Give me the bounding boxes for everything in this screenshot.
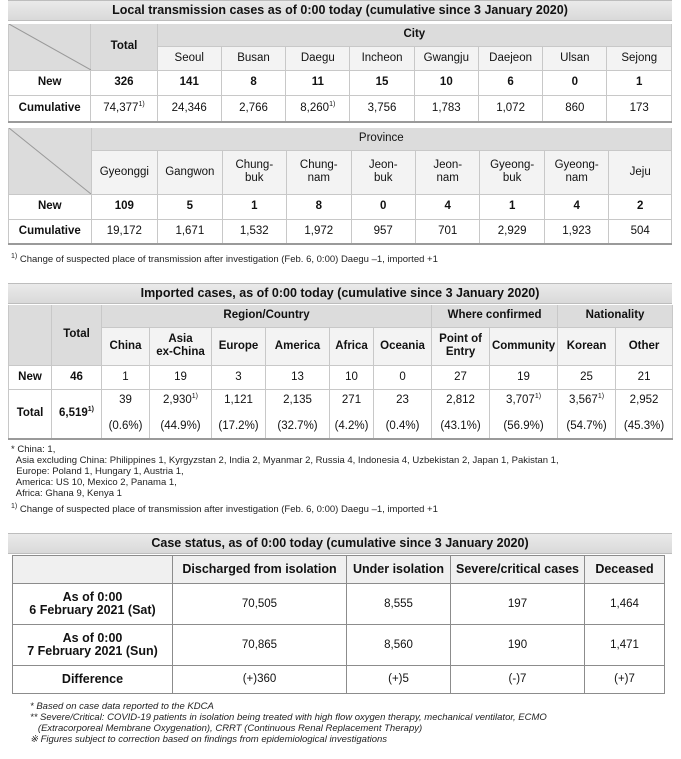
- city-new-value: 141: [157, 70, 221, 95]
- province-new-value: 1: [480, 194, 544, 219]
- city-header: City: [157, 24, 671, 46]
- province-cum-value: 2,929: [480, 219, 544, 244]
- city-cum-value: 860: [543, 95, 607, 122]
- diagonal-line: [9, 128, 91, 194]
- col-china: China: [102, 327, 150, 365]
- difference-value: (-)7: [451, 666, 585, 694]
- col-asia-ex-china: Asia ex-China: [150, 327, 212, 365]
- new-value: 13: [266, 365, 330, 389]
- total-value: 23 (0.4%): [374, 389, 432, 439]
- province-header: Province: [91, 128, 671, 150]
- row-label-feb7: As of 0:00 7 February 2021 (Sun): [13, 625, 173, 666]
- note-line: ※ Figures subject to correction based on findings from epidemiological investigations: [30, 734, 388, 745]
- new-value: 27: [432, 365, 490, 389]
- city-name: Seoul: [157, 46, 221, 70]
- new-value: 10: [330, 365, 374, 389]
- diagonal-line: [9, 24, 91, 70]
- row-label-total: Total: [9, 389, 52, 439]
- new-value: 3: [212, 365, 266, 389]
- row-label-difference: Difference: [13, 666, 173, 694]
- note-line: * Based on case data reported to the KDCA: [30, 701, 214, 712]
- city-cum-value: 173: [607, 95, 672, 122]
- case-status-title: Case status, as of 0:00 today (cumulative since 3 January 2020): [8, 533, 672, 554]
- province-cum-value: 504: [609, 219, 672, 244]
- province-new-value: 5: [158, 194, 222, 219]
- difference-value: (+)360: [173, 666, 347, 694]
- province-new-value: 0: [351, 194, 415, 219]
- percent-value: (0.6%): [108, 420, 143, 433]
- local-transmission-table: [8, 24, 672, 123]
- city-new-value: 1: [607, 70, 672, 95]
- cumulative-total: [91, 95, 157, 122]
- local-footnote: $^{1)}$ Change of suspected place of transmission after investigation (Feb. 6, 0:00) Daegu –1, imported +1: [11, 252, 438, 265]
- deceased-value: 1,471: [585, 625, 665, 666]
- percent-value: (0.4%): [385, 420, 420, 433]
- local-transmission-title: Local transmission cases as of 0:00 today (cumulative since 3 January 2020): [8, 0, 672, 21]
- severe-value: 190: [451, 625, 585, 666]
- province-new-value: 4: [415, 194, 479, 219]
- isolation-value: 8,555: [347, 584, 451, 625]
- percent-value: (56.9%): [503, 420, 544, 433]
- city-cum-value: 1,072: [478, 95, 542, 122]
- percent-value: (4.2%): [334, 420, 369, 433]
- province-cum-value: 1,532: [222, 219, 286, 244]
- case-status-table: [12, 555, 665, 694]
- deceased-value: 1,464: [585, 584, 665, 625]
- imported-cases-title: Imported cases, as of 0:00 today (cumulative since 3 January 2020): [8, 283, 672, 304]
- new-value: 25: [558, 365, 616, 389]
- city-new-value: 10: [414, 70, 478, 95]
- note-line: Europe: Poland 1, Hungary 1, Austria 1,: [11, 466, 184, 477]
- corner-cell: [9, 305, 52, 365]
- difference-value: (+)5: [347, 666, 451, 694]
- total-value: 39 (0.6%): [102, 389, 150, 439]
- imported-footnote: $^{1)}$ Change of suspected place of transmission after investigation (Feb. 6, 0:00) Daegu –1, imported +1: [11, 502, 438, 515]
- city-cum-value: [286, 95, 350, 122]
- province-cum-value: 1,972: [287, 219, 351, 244]
- percent-value: (45.3%): [623, 420, 665, 433]
- col-oceania: Oceania: [374, 327, 432, 365]
- new-total: 326: [91, 70, 157, 95]
- percent-value: (54.7%): [566, 420, 607, 433]
- diagonal-header-cell: [9, 128, 92, 194]
- total-value: 2,812 (43.1%): [432, 389, 490, 439]
- city-cum-value: 1,783: [414, 95, 478, 122]
- province-new-value: 109: [91, 194, 157, 219]
- province-new-value: 1: [222, 194, 286, 219]
- province-cum-value: 1,923: [544, 219, 608, 244]
- new-value: 21: [616, 365, 673, 389]
- status-notes: [30, 701, 547, 745]
- col-community: Community: [490, 327, 558, 365]
- province-name: Jeon- nam: [415, 150, 479, 194]
- city-new-value: 6: [478, 70, 542, 95]
- total-value: 2,930$^{1)}$ (44.9%): [150, 389, 212, 439]
- city-name: Ulsan: [543, 46, 607, 70]
- province-new-value: 2: [609, 194, 672, 219]
- note-line: Asia excluding China: Philippines 1, Kyrgyzstan 2, India 2, Myanmar 2, Russia 4, Indonesia 4, Uzbekistan 2, Japan 1, Pakistan 1,: [11, 455, 559, 466]
- city-cum-value: 2,766: [221, 95, 285, 122]
- nationality-header: Nationality: [558, 305, 673, 327]
- province-cum-value: 1,671: [158, 219, 222, 244]
- city-name: Busan: [221, 46, 285, 70]
- percent-value: (32.7%): [277, 420, 318, 433]
- city-name: Daejeon: [478, 46, 542, 70]
- col-europe: Europe: [212, 327, 266, 365]
- city-new-value: 8: [221, 70, 285, 95]
- province-name: Gangwon: [158, 150, 222, 194]
- note-line: * China: 1,: [11, 444, 56, 455]
- footnote-marker: 1): [329, 100, 336, 108]
- col-korean: Korean: [558, 327, 616, 365]
- total-value: 3,707$^{1)}$ (56.9%): [490, 389, 558, 439]
- discharged-value: 70,505: [173, 584, 347, 625]
- footnote-marker: 1): [87, 406, 94, 414]
- col-africa: Africa: [330, 327, 374, 365]
- daegu-cum-value: 8,260: [300, 101, 330, 114]
- province-cum-value: 957: [351, 219, 415, 244]
- total-value: 2,952 (45.3%): [616, 389, 673, 439]
- total-header: Total: [91, 24, 157, 70]
- total-value: 3,567$^{1)}$ (54.7%): [558, 389, 616, 439]
- percent-value: (43.1%): [440, 420, 481, 433]
- total-value: 1,121 (17.2%): [212, 389, 266, 439]
- new-value: 19: [490, 365, 558, 389]
- row-label-cumulative: Cumulative: [9, 95, 91, 122]
- header-under-isolation: Under isolation: [347, 556, 451, 584]
- new-value: 0: [374, 365, 432, 389]
- new-total: 46: [52, 365, 102, 389]
- city-new-value: 11: [286, 70, 350, 95]
- province-cum-value: 701: [415, 219, 479, 244]
- note-line: (Extracorporeal Membrane Oxygenation), CRRT (Continuous Renal Replacement Therapy): [30, 723, 423, 734]
- row-label-cumulative: Cumulative: [9, 219, 92, 244]
- note-line: Africa: Ghana 9, Kenya 1: [11, 488, 122, 499]
- province-name: Gyeonggi: [91, 150, 157, 194]
- header-severe-critical: Severe/critical cases: [451, 556, 585, 584]
- province-name: Jeon- buk: [351, 150, 415, 194]
- city-new-value: 0: [543, 70, 607, 95]
- province-new-value: 4: [544, 194, 608, 219]
- province-name: Chung- nam: [287, 150, 351, 194]
- province-name: Chung- buk: [222, 150, 286, 194]
- isolation-value: 8,560: [347, 625, 451, 666]
- province-new-value: 8: [287, 194, 351, 219]
- new-value: 19: [150, 365, 212, 389]
- city-new-value: 15: [350, 70, 414, 95]
- province-name: Jeju: [609, 150, 672, 194]
- total-value: 2,135 (32.7%): [266, 389, 330, 439]
- province-cum-value: 19,172: [91, 219, 157, 244]
- city-cum-value: 3,756: [350, 95, 414, 122]
- city-name: Sejong: [607, 46, 672, 70]
- difference-value: (+)7: [585, 666, 665, 694]
- note-line: ** Severe/Critical: COVID-19 patients in isolation being treated with high flow oxygen therapy, mechanical ventilator, ECMO: [30, 712, 547, 723]
- city-name: Daegu: [286, 46, 350, 70]
- row-label-new: New: [9, 194, 92, 219]
- discharged-value: 70,865: [173, 625, 347, 666]
- diagonal-header-cell: [9, 24, 91, 70]
- row-label-new: New: [9, 365, 52, 389]
- row-label-feb6: As of 0:00 6 February 2021 (Sat): [13, 584, 173, 625]
- total-value: 271 (4.2%): [330, 389, 374, 439]
- percent-value: (44.9%): [160, 420, 201, 433]
- percent-value: (17.2%): [218, 420, 259, 433]
- city-cum-value: 24,346: [157, 95, 221, 122]
- col-point-of-entry: Point of Entry: [432, 327, 490, 365]
- province-name: Gyeong- buk: [480, 150, 544, 194]
- imported-cases-table: [8, 305, 673, 440]
- imported-notes: [11, 444, 559, 499]
- header-discharged: Discharged from isolation: [173, 556, 347, 584]
- province-table: [8, 128, 672, 245]
- province-name: Gyeong- nam: [544, 150, 608, 194]
- city-name: Incheon: [350, 46, 414, 70]
- footnote-marker: 1): [138, 100, 145, 108]
- header-deceased: Deceased: [585, 556, 665, 584]
- status-corner: [13, 556, 173, 584]
- col-america: America: [266, 327, 330, 365]
- col-other: Other: [616, 327, 673, 365]
- cumulative-total-value: 74,377: [103, 101, 139, 114]
- total-header: Total: [52, 305, 102, 365]
- city-name: Gwangju: [414, 46, 478, 70]
- where-confirmed-header: Where confirmed: [432, 305, 558, 327]
- grand-total: 6,519$^{1)}$: [52, 389, 102, 439]
- note-line: America: US 10, Mexico 2, Panama 1,: [11, 477, 177, 488]
- region-header: Region/Country: [102, 305, 432, 327]
- severe-value: 197: [451, 584, 585, 625]
- row-label-new: New: [9, 70, 91, 95]
- new-value: 1: [102, 365, 150, 389]
